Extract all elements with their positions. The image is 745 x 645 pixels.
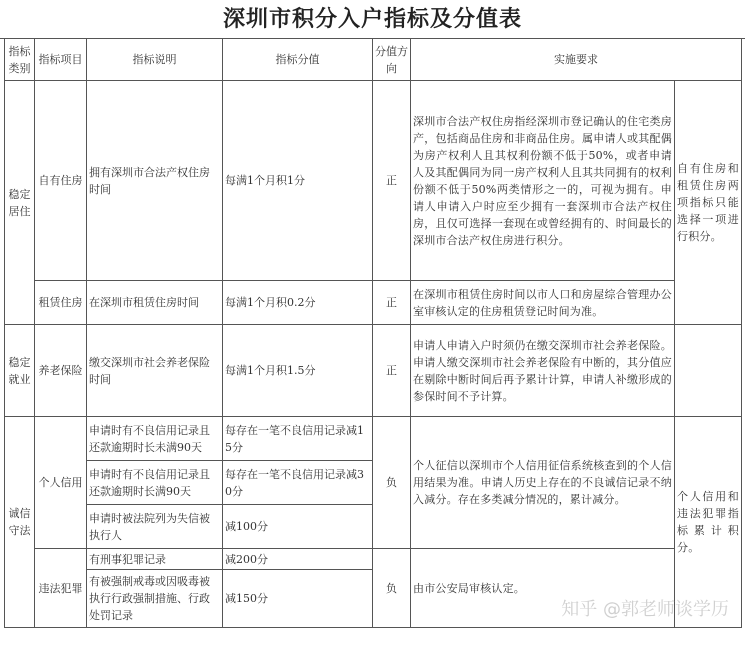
direction-cell: 正 [373, 281, 411, 325]
header-direction: 分值方向 [373, 39, 411, 81]
points-table [4, 38, 742, 628]
extra-note-cell: 个人信用和违法犯罪指标累计积分。 [675, 417, 742, 628]
score-cell: 减150分 [223, 570, 373, 628]
direction-cell: 正 [373, 325, 411, 417]
header-row [5, 39, 742, 81]
direction-cell: 负 [373, 417, 411, 549]
header-category: 指标类别 [5, 39, 35, 81]
table-row [5, 417, 742, 461]
category-cell: 稳定居住 [5, 81, 35, 325]
direction-cell: 正 [373, 81, 411, 281]
empty-cell [675, 325, 742, 417]
item-cell: 违法犯罪 [35, 549, 87, 628]
table-row [5, 549, 742, 570]
score-cell: 每存在一笔不良信用记录减30分 [223, 461, 373, 505]
table-row [5, 325, 742, 417]
score-cell: 每存在一笔不良信用记录减15分 [223, 417, 373, 461]
score-cell: 每满1个月积0.2分 [223, 281, 373, 325]
desc-cell: 拥有深圳市合法产权住房时间 [87, 81, 223, 281]
desc-cell: 缴交深圳市社会养老保险时间 [87, 325, 223, 417]
header-requirement: 实施要求 [411, 39, 742, 81]
category-cell: 稳定就业 [5, 325, 35, 417]
score-cell: 减100分 [223, 505, 373, 549]
requirement-cell: 在深圳市租赁住房时间以市人口和房屋综合管理办公室审核认定的住房租赁登记时间为准。 [411, 281, 675, 325]
category-cell: 诚信守法 [5, 417, 35, 628]
header-score: 指标分值 [223, 39, 373, 81]
score-cell: 每满1个月积1.5分 [223, 325, 373, 417]
header-item: 指标项目 [35, 39, 87, 81]
item-cell: 养老保险 [35, 325, 87, 417]
desc-cell: 在深圳市租赁住房时间 [87, 281, 223, 325]
extra-note-cell: 自有住房和租赁住房两项指标只能选择一项进行积分。 [675, 81, 742, 325]
score-cell: 每满1个月积1分 [223, 81, 373, 281]
requirement-cell: 申请人申请入户时须仍在缴交深圳市社会养老保险。申请人缴交深圳市社会养老保险有中断的，其分值应在剔除中断时间后再予累计计算，申请人补缴形成的参保时间不予计算。 [411, 325, 675, 417]
page-title: 深圳市积分入户指标及分值表 [0, 0, 745, 39]
table-row [5, 81, 742, 281]
table-row [5, 281, 742, 325]
requirement-cell: 由市公安局审核认定。 [411, 549, 675, 628]
desc-cell: 申请时被法院列为失信被执行人 [87, 505, 223, 549]
desc-cell: 申请时有不良信用记录且还款逾期时长未满90天 [87, 417, 223, 461]
item-cell: 租赁住房 [35, 281, 87, 325]
desc-cell: 有刑事犯罪记录 [87, 549, 223, 570]
header-desc: 指标说明 [87, 39, 223, 81]
desc-cell: 申请时有不良信用记录且还款逾期时长满90天 [87, 461, 223, 505]
item-cell: 自有住房 [35, 81, 87, 281]
score-cell: 减200分 [223, 549, 373, 570]
item-cell: 个人信用 [35, 417, 87, 549]
direction-cell: 负 [373, 549, 411, 628]
requirement-cell: 深圳市合法产权住房指经深圳市登记确认的住宅类房产，包括商品住房和非商品住房。属申请人或其配偶为房产权利人且其权利份额不低于50%，或者申请人及其配偶同为同一房产权利人且其共同拥有的权利份额不低于50%两类情形之一的，可视为拥有。申请人申请入户时应至少拥有一套深圳市合法产权住房，且仅可选择一套现在或曾经拥有的、时间最长的深圳市合法产权住房进行积分。 [411, 81, 675, 281]
requirement-cell: 个人征信以深圳市个人信用征信系统核查到的个人信用结果为准。申请人历史上存在的不良诚信记录不纳入减分。存在多类减分情况的，累计减分。 [411, 417, 675, 549]
desc-cell: 有被强制戒毒或因吸毒被执行行政强制措施、行政处罚记录 [87, 570, 223, 628]
watermark: 知乎 @郭老师谈学历 [561, 599, 729, 620]
